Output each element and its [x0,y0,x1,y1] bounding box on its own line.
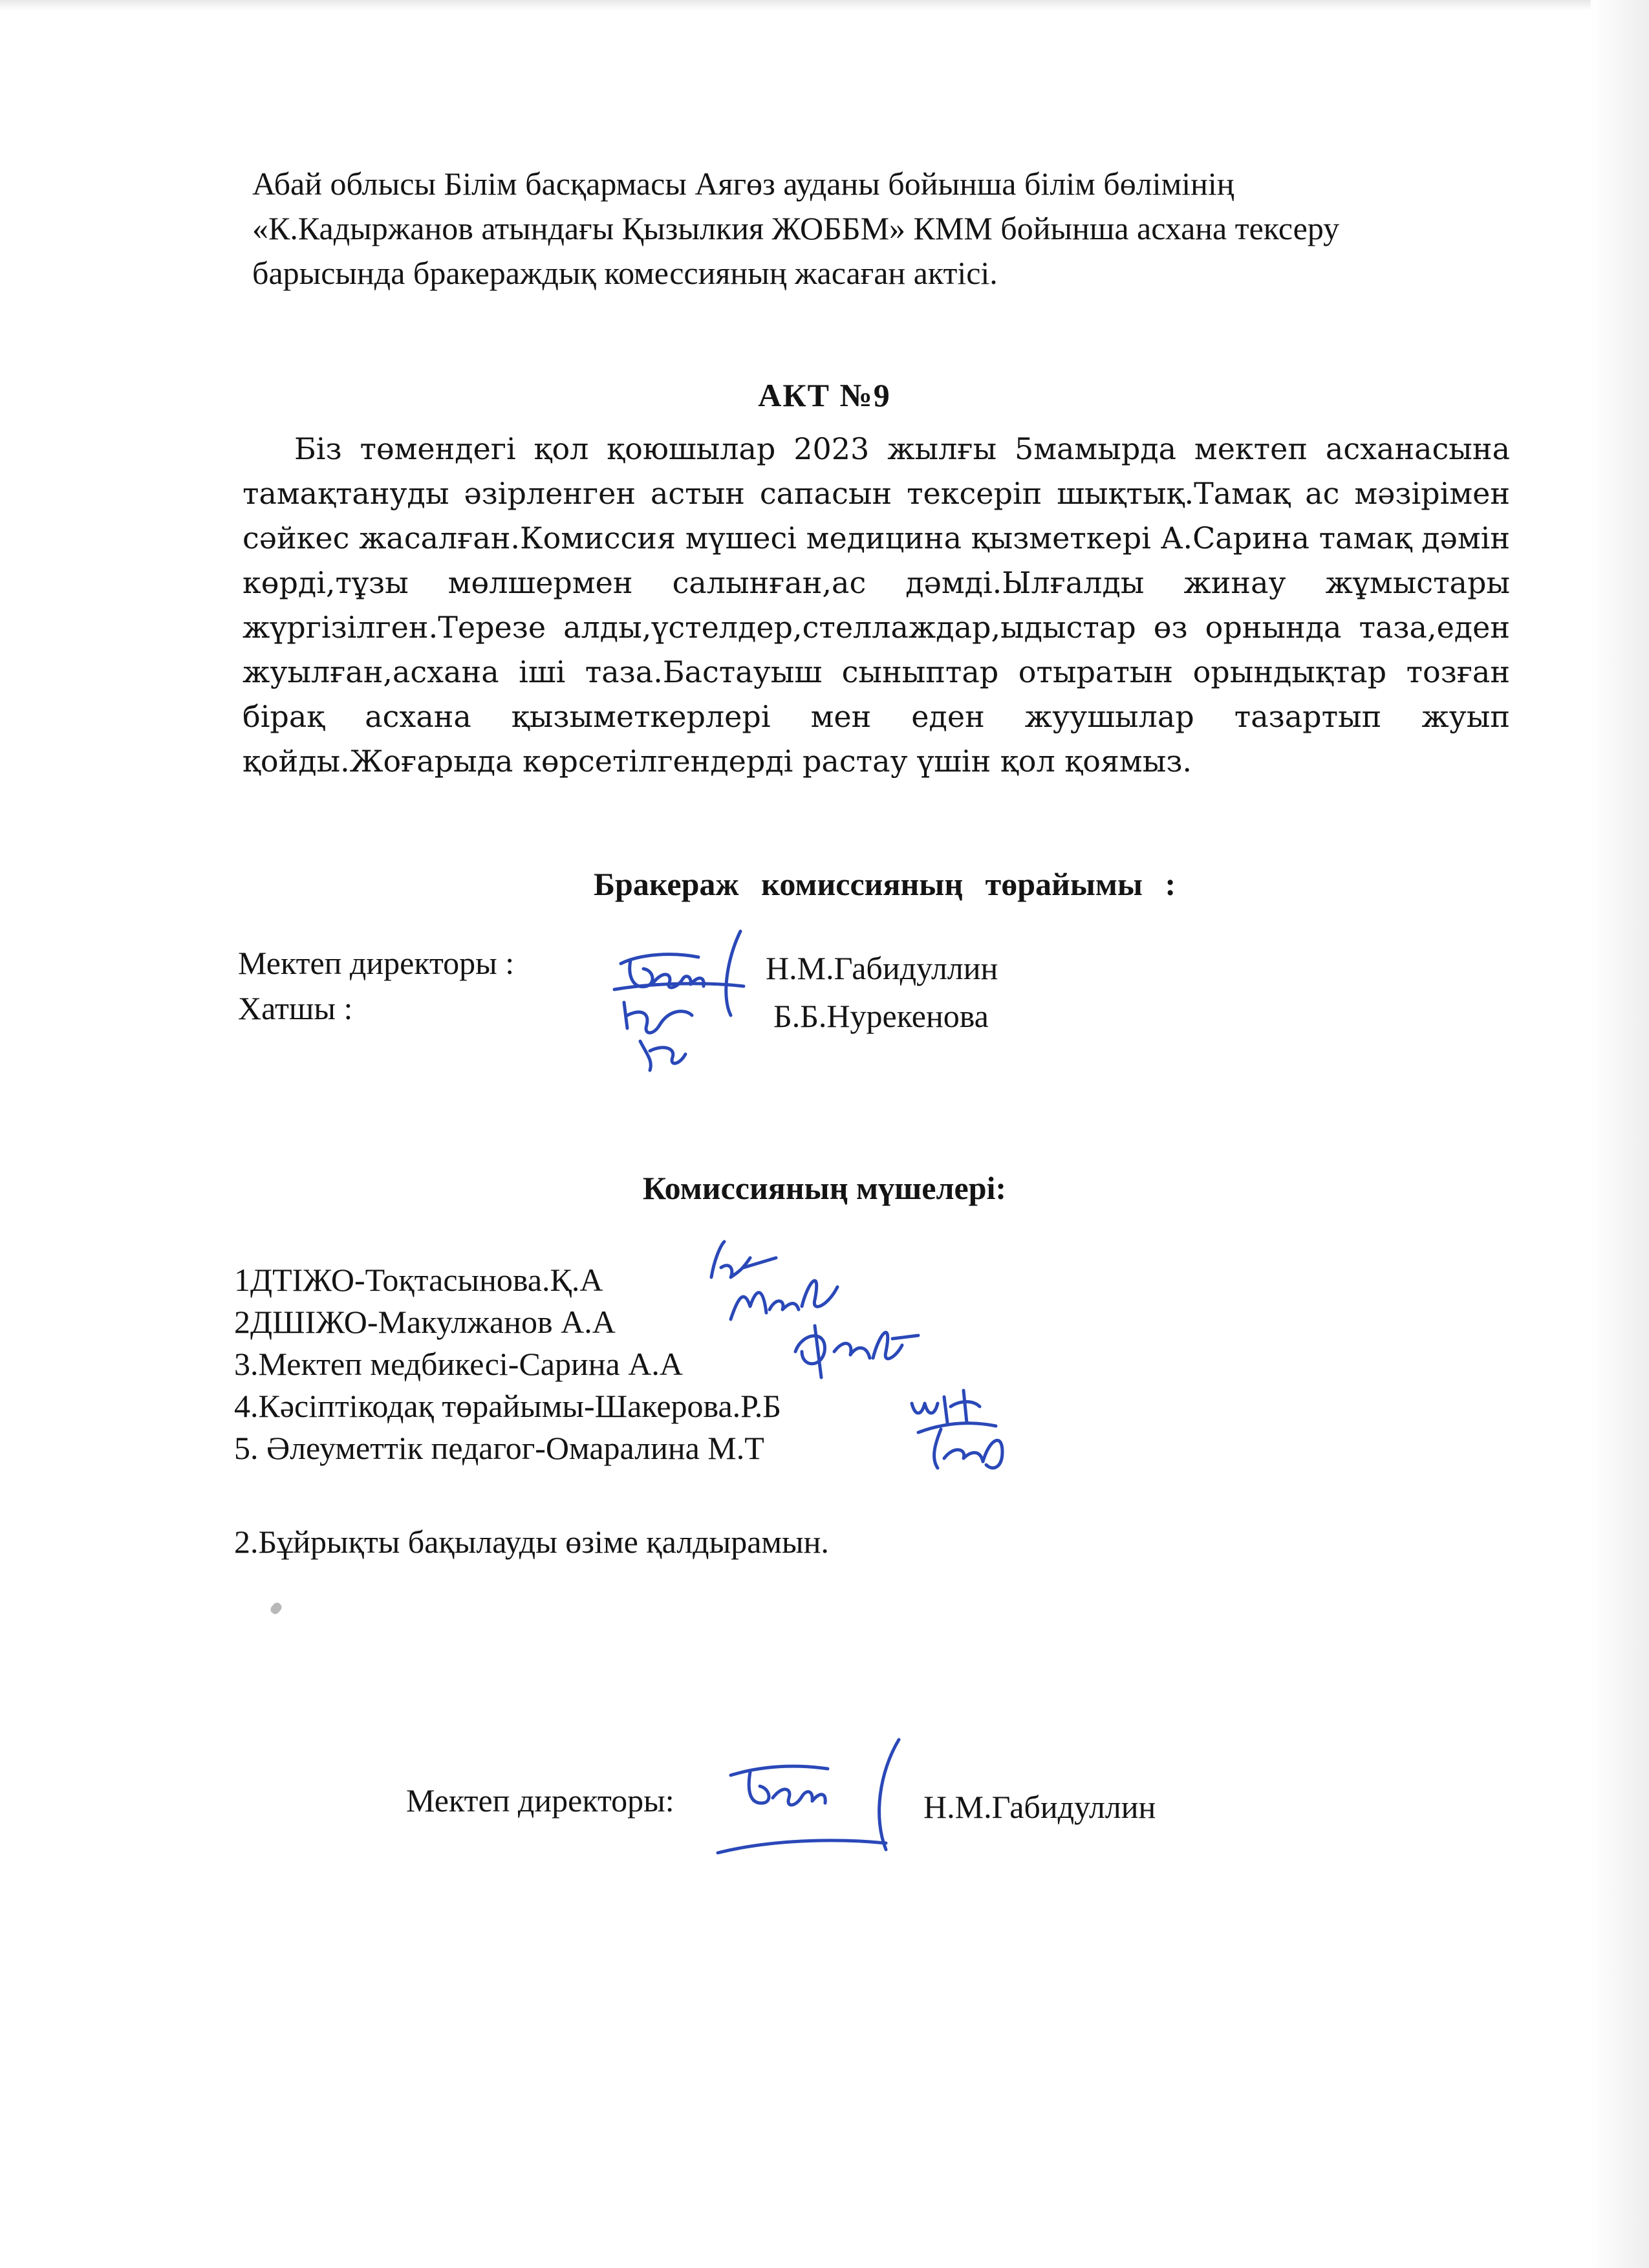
members-title: Комиссияның мүшелері: [642,1170,1007,1206]
member-item: 2ДШІЖО-Макулжанов А.А [234,1304,616,1340]
header-line: Абай облысы Білім басқармасы Аягөз ауданы бойынша білім бөлімінің [252,166,1234,202]
member-item: 1ДТІЖО-Тоқтасынова.Қ.А [234,1262,603,1298]
document-header [252,162,1533,296]
footer-director-label: Мектеп директоры: [406,1782,674,1819]
member-signature-icon [905,1407,1015,1478]
chair-title: Бракераж комиссияның төрайымы : [594,866,1176,902]
scan-speck [269,1601,283,1616]
scan-shadow [1591,0,1649,2268]
director-name: Н.М.Габидуллин [766,950,998,986]
scan-edge [0,0,1649,10]
header-line: «К.Кадыржанов атындағы Қызылкия ЖОББМ» КММ бойынша асхана тексеру [252,210,1340,246]
order-note: 2.Бұйрықты бақылауды өзіме қалдырамын. [234,1524,829,1560]
act-title: АКТ №9 [758,377,891,413]
header-line: барысында бракераждық комессияның жасаған актісі. [252,255,998,291]
footer-director-signature-icon [711,1720,925,1869]
member-item: 5. Әлеуметтік педагог-Омаралина М.Т [234,1430,764,1466]
secretary-signature-icon [614,989,718,1074]
director-label: Мектеп директоры : [238,945,515,981]
act-body: Біз төмендегі қол қоюшылар 2023 жылғы 5мамырда мектеп асханасына тамақтануды әзірленген астын сапасын тексеріп шықтық.Тамақ ас мәзірімен сәйкес жасалған.Комиссия мүшесі медицина қызметкері А.Сарина тамақ дәмін көрді,тұзы мөлшермен салынған,ас дәмді.Ылғалды жинау жұмыстары жүргізілген.Терезе алды,үстелдер,стеллаждар,ыдыстар өз орнында таза,еден жуылған,асхана іші таза.Бастауыш сыныптар отыратын орындықтар тозған бірақ асхана қызыметкерлері мен еден жуушылар тазартып жуып қойды.Жоғарыда көрсетілгендерді растау үшін қол қоямыз. [242,431,1510,779]
footer-director-name: Н.М.Габидуллин [923,1789,1156,1825]
member-item: 3.Мектеп медбикесі-Сарина А.А [234,1346,683,1382]
member-item: 4.Кәсіптікодақ төрайымы-Шакерова.Р.Б [234,1388,781,1424]
secretary-name: Б.Б.Нурекенова [773,998,989,1034]
secretary-label: Хатшы : [238,990,353,1026]
member-signature-icon [789,1306,931,1384]
